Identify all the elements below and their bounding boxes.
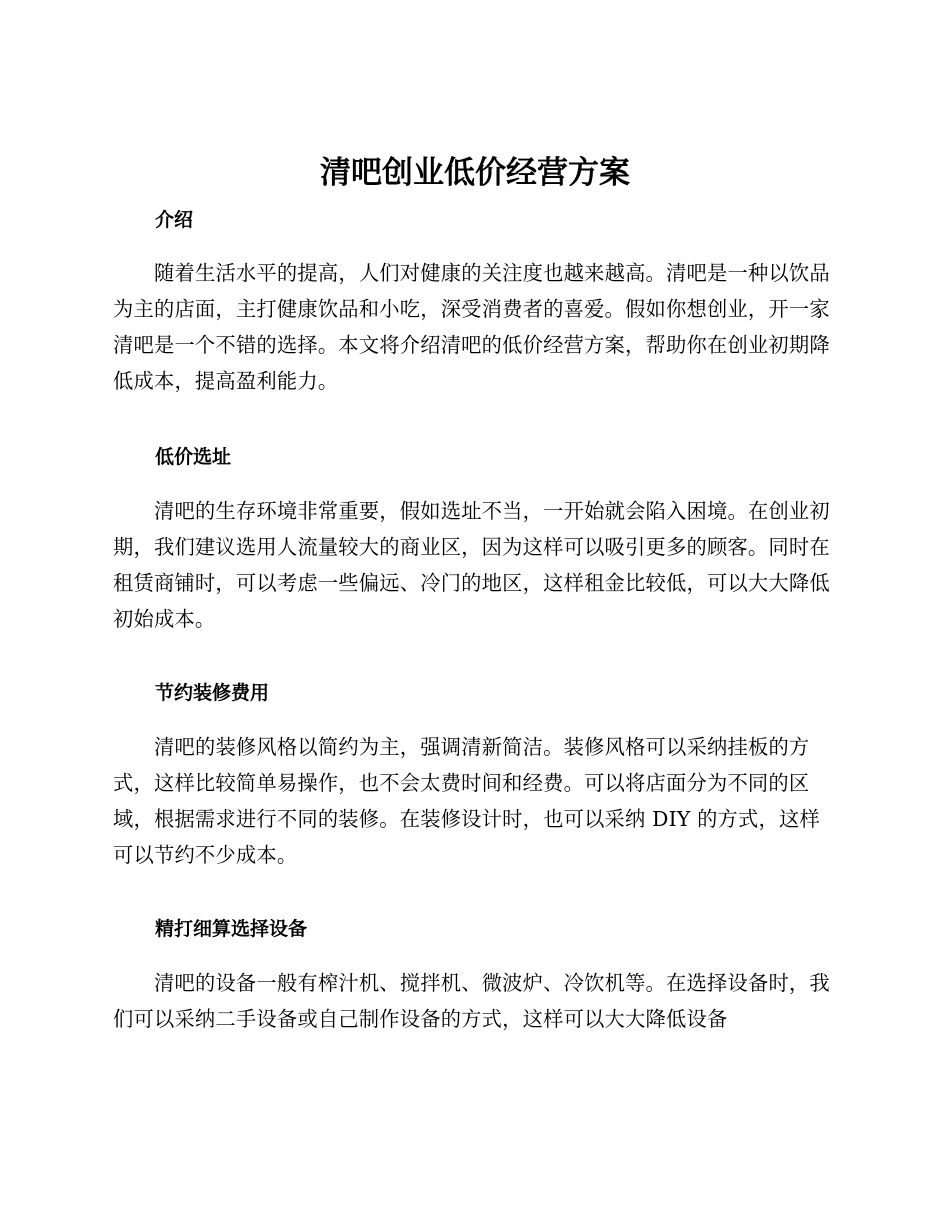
section-heading-decoration: 节约装修费用 — [155, 682, 270, 704]
section-paragraph-location: 清吧的生存环境非常重要，假如选址不当，一开始就会陷入困境。在创业初期，我们建议选用人流量较大的商业区，因为这样可以吸引更多的顾客。同时在租赁商铺时，可以考虑一些偏远、冷门的地区，这样租金比较低，可以大大降低初始成本。 — [113, 499, 830, 631]
section-heading-intro: 介绍 — [155, 209, 194, 231]
section-heading-equipment: 精打细算选择设备 — [155, 918, 308, 940]
section-paragraph-equipment: 清吧的设备一般有榨汁机、搅拌机、微波炉、冷饮机等。在选择设备时，我们可以采纳二手设备或自己制作设备的方式，这样可以大大降低设备 — [113, 971, 830, 1031]
document-title: 清吧创业低价经营方案 — [320, 155, 630, 191]
section-paragraph-intro: 随着生活水平的提高，人们对健康的关注度也越来越高。清吧是一种以饮品为主的店面，主打健康饮品和小吃，深受消费者的喜爱。假如你想创业，开一家清吧是一个不错的选择。本文将介绍清吧的低价经营方案，帮助你在创业初期降低成本，提高盈利能力。 — [113, 261, 830, 393]
section-heading-location: 低价选址 — [155, 446, 232, 468]
section-paragraph-decoration: 清吧的装修风格以简约为主，强调清新简洁。装修风格可以采纳挂板的方式，这样比较简单易操作，也不会太费时间和经费。可以将店面分为不同的区域，根据需求进行不同的装修。在装修设计时，也可以采纳 DIY 的方式，这样可以节约不少成本。 — [113, 735, 820, 867]
